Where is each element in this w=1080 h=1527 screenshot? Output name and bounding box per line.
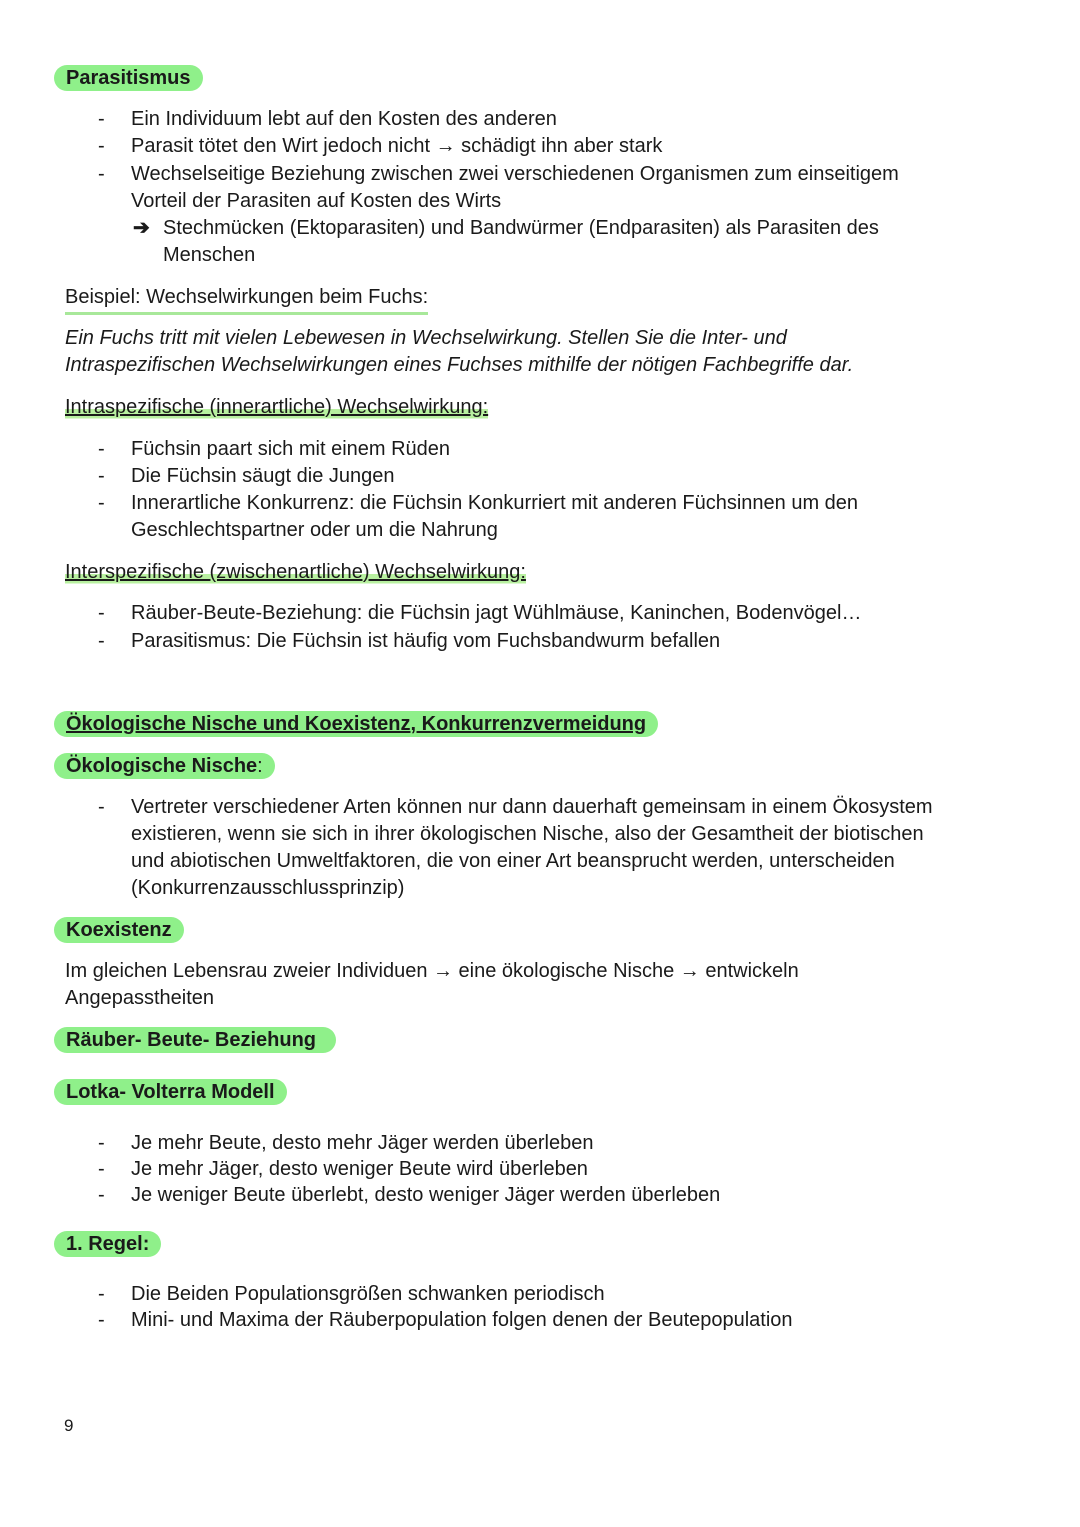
list-item: Räuber-Beute-Beziehung: die Füchsin jagt Wühlmäuse, Kaninchen, Bodenvögel… [131, 602, 862, 624]
inter-heading: Interspezifische (zwischenartliche) Wechselwirkung: [65, 559, 526, 586]
list-item: Je mehr Jäger, desto weniger Beute wird überleben [131, 1158, 588, 1180]
bullet-dash: - [98, 163, 105, 185]
list-item: Ein Individuum lebt auf den Kosten des anderen [131, 108, 557, 130]
list-item: Parasitismus: Die Füchsin ist häufig vom Fuchsbandwurm befallen [131, 630, 721, 652]
nische-colon: : [257, 755, 263, 777]
list-item: Innerartliche Konkurrenz: die Füchsin Konkurriert mit anderen Füchsinnen um den [131, 492, 859, 514]
bullet-dash: - [98, 438, 105, 460]
bullet-dash: - [98, 1184, 105, 1206]
list-item: Die Füchsin säugt die Jungen [131, 465, 395, 487]
intra-heading: Intraspezifische (innerartliche) Wechselwirkung: [65, 394, 488, 421]
paragraph-line: existieren, wenn sie sich in ihrer ökologischen Nische, also der Gesamtheit der biotischen [131, 823, 924, 845]
koexistenz-heading: Koexistenz [54, 917, 184, 943]
nische-heading [54, 753, 275, 779]
bullet-dash: - [98, 602, 105, 624]
arrow-item: Stechmücken (Ektoparasiten) und Bandwürmer (Endparasiten) als Parasiten des [163, 217, 879, 239]
bullet-dash: - [98, 630, 105, 652]
bullet-dash: - [98, 492, 105, 514]
paragraph-line: Im gleichen Lebensrau zweier Individuen → eine ökologische Nische → entwickeln [65, 960, 799, 982]
list-item: Füchsin paart sich mit einem Rüden [131, 438, 451, 460]
paragraph-line: und abiotischen Umweltfaktoren, die von einer Art beansprucht werden, unterscheiden [131, 850, 895, 872]
example-title: Beispiel: Wechselwirkungen beim Fuchs: [65, 284, 428, 315]
bullet-dash: - [98, 796, 105, 818]
list-item: Die Beiden Populationsgrößen schwanken periodisch [131, 1283, 605, 1305]
list-item: Parasit tötet den Wirt jedoch nicht → schädigt ihn aber stark [131, 135, 663, 157]
raeuber-heading: Räuber- Beute- Beziehung [54, 1027, 336, 1053]
nische-heading-text: Ökologische Nische [66, 755, 258, 777]
paragraph-line: Vertreter verschiedener Arten können nur dann dauerhaft gemeinsam in einem Ökosystem [131, 796, 933, 818]
task-text: Ein Fuchs tritt mit vielen Lebewesen in Wechselwirkung. Stellen Sie die Inter- und [65, 327, 787, 349]
bullet-dash: - [98, 1158, 105, 1180]
list-item-continuation: Vorteil der Parasiten auf Kosten des Wirts [131, 190, 502, 212]
parasitismus-heading: Parasitismus [54, 65, 203, 91]
list-item-continuation: Geschlechtspartner oder um die Nahrung [131, 519, 498, 541]
bullet-dash: - [98, 108, 105, 130]
list-item: Mini- und Maxima der Räuberpopulation folgen denen der Beutepopulation [131, 1309, 793, 1331]
paragraph-line: Angepasstheiten [65, 987, 215, 1009]
bullet-dash: - [98, 135, 105, 157]
page-number: 9 [64, 1416, 74, 1435]
arrow-item-continuation: Menschen [163, 244, 256, 266]
bullet-dash: - [98, 1309, 105, 1331]
bullet-dash: - [98, 465, 105, 487]
section-heading: Ökologische Nische und Koexistenz, Konkurrenzvermeidung [54, 711, 658, 737]
list-item: Wechselseitige Beziehung zwischen zwei verschiedenen Organismen zum einseitigem [131, 163, 899, 185]
bullet-dash: - [98, 1132, 105, 1154]
task-text: Intraspezifischen Wechselwirkungen eines Fuchses mithilfe der nötigen Fachbegriffe dar. [65, 354, 854, 376]
list-item: Je weniger Beute überlebt, desto weniger Jäger werden überleben [131, 1184, 721, 1206]
paragraph-line: (Konkurrenzausschlussprinzip) [131, 877, 405, 899]
list-item: Je mehr Beute, desto mehr Jäger werden überleben [131, 1132, 594, 1154]
lotka-heading: Lotka- Volterra Modell [54, 1079, 287, 1105]
bullet-dash: - [98, 1283, 105, 1305]
regel-heading: 1. Regel: [54, 1231, 161, 1257]
arrow-right-icon: ➔ [133, 217, 150, 239]
